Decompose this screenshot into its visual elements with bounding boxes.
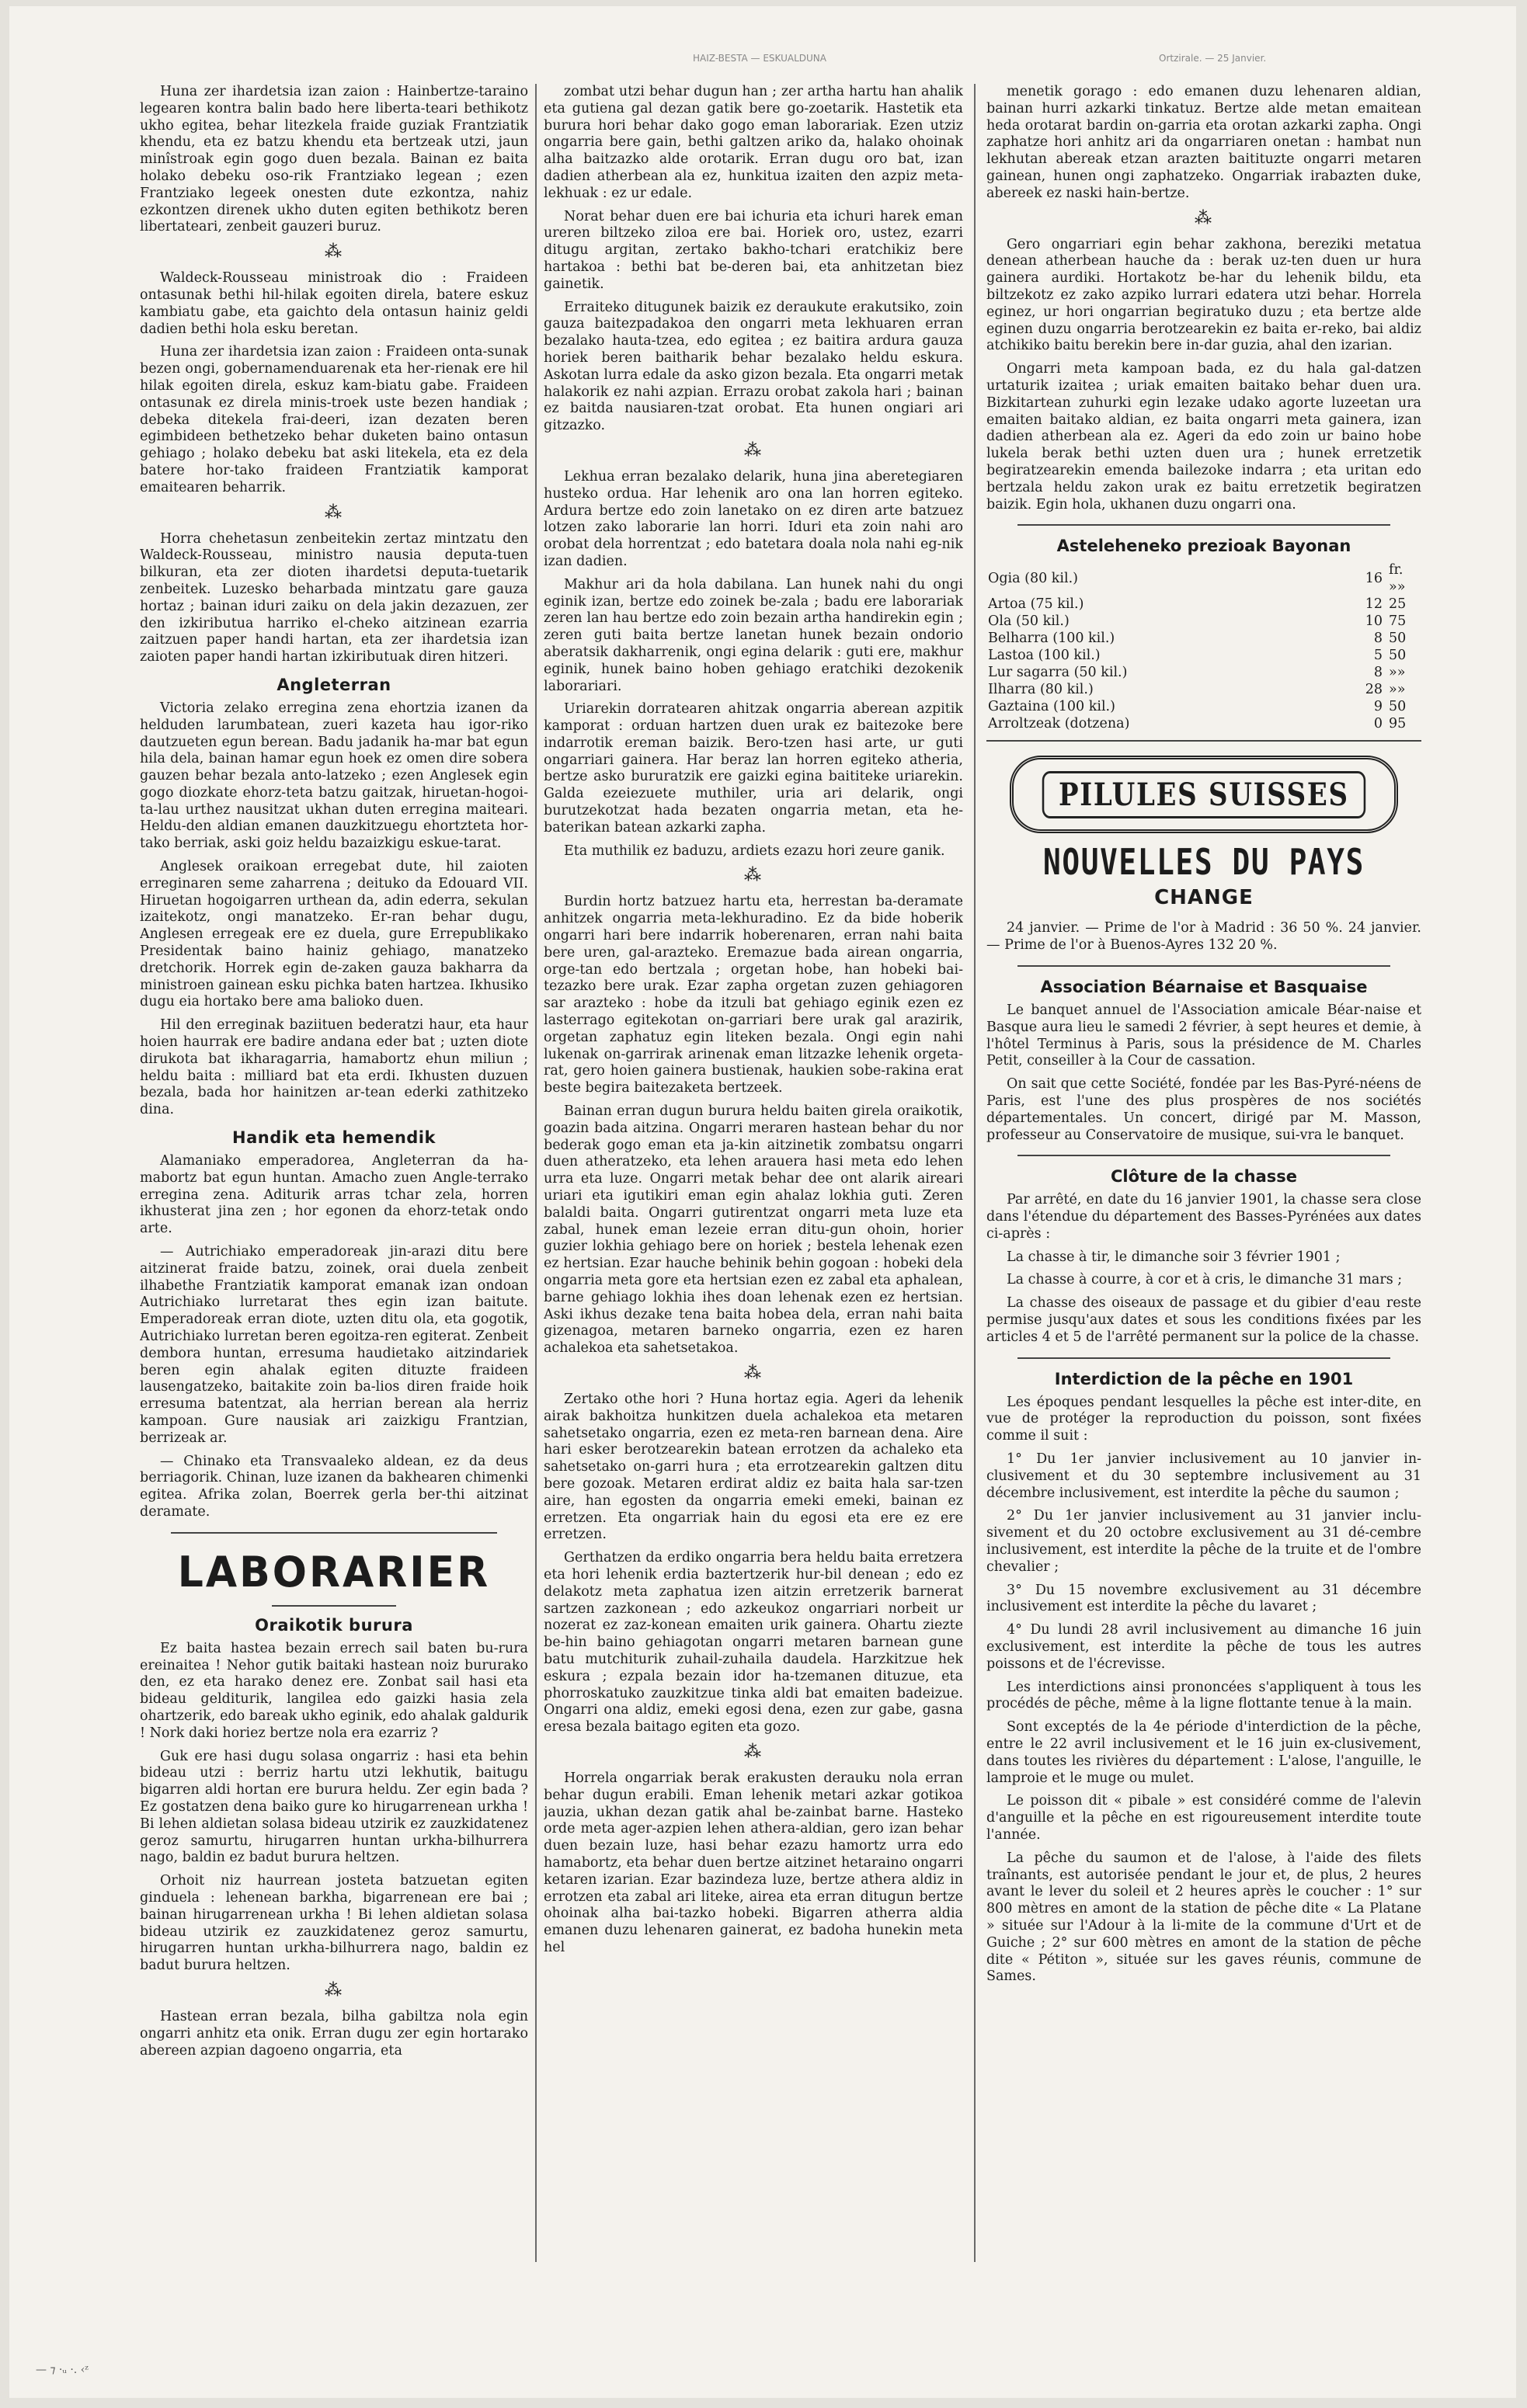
- price-row: [986, 715, 1421, 732]
- section-heading-association: Association Béarnaise et Basquaise: [1040, 977, 1368, 996]
- price-unit: 95: [1389, 716, 1407, 732]
- section-heading-chasse: Clôture de la chasse: [1110, 1167, 1297, 1187]
- section-heading-handik: Handik eta hemendik: [232, 1128, 436, 1148]
- price-row: [986, 647, 1421, 664]
- paragraph: Victoria zelako erregina zena ehortzia izanen da helduden larumbatean, zueri kazeta hau igor-riko dautzueten egun berean. Badu jadanik ha-mar bat egun hila dela, bainan hamar egun hoek ez omen dire sobera gauzen behar bezala anto-latzeko ; ezen Anglesek egin gogo diozkate ehorz-teta batzu gaitzak, hiruetan-hogoi-ta-lau urthez nausitzat ukhan duten erregina maiteari. Heldu-den aldian emanen dauzkitzuegu ehortzteta hor-tako berriak, aski goiz heldu bazaizkigu eskue-tarat.: [140, 700, 528, 852]
- paragraph: Makhur ari da hola dabilana. Lan hunek nahi du ongi eginik izan, bertze edo zoinek be-zala ; badu ere laborariak zeren lan hau bertze edo zoin bezain artha handirekin egin ; zeren guti baita bertze lanetan hunek bezain ondorio aberatsik dakharrenik, ongi egina delarik : guti ere, makhur eginik, hunek baino hoben gehiago eratchiki dezokenik laborariari.: [544, 576, 963, 694]
- separator-asterism: ⁂: [325, 242, 343, 262]
- separator-asterism: ⁂: [325, 502, 343, 523]
- price-row: [986, 630, 1421, 647]
- price-unit: 50: [1389, 648, 1407, 664]
- paragraph: 3° Du 15 novembre exclusivement au 31 décembre inclusivement est interdite la pêche du lavaret ;: [986, 1582, 1421, 1615]
- change-heading: CHANGE: [1154, 886, 1254, 910]
- price-unit: 50: [1389, 631, 1407, 647]
- price-name: Artoa (75 kil.): [988, 596, 1084, 613]
- section-heading-peche: Interdiction de la pêche en 1901: [1054, 1369, 1354, 1388]
- price-unit: 50: [1389, 699, 1407, 715]
- price-name: Ola (50 kil.): [988, 613, 1070, 630]
- paragraph: Ongarri meta kampoan bada, ez du hala gal-datzen urtaturik izaitea ; uriak emaiten baitako behar duen ura. Bizkitartean zuhurki egin lezake udako agorte luzeetan ura emaiten baitako aldian, ez baita ongarri meta gainera, izan dadien atherbean ala ez. Ageri da edo zoin ur baino hobe lukela berak bethi uzten duen ura ; hunek erretzetik begiratzearekin emenda bailezoke indarra ; eta uritan edo bertzala heldu zakon urak ez baitu erretzetik begiratzen baizik. Egin hola, ukhanen duzu ongarri ona.: [986, 361, 1421, 513]
- paragraph: La chasse des oiseaux de passage et du gibier d'eau reste permise jusqu'aux dates et sous les conditions fixées par les articles 4 et 5 de l'arrêté permanent sur la police de la chasse.: [986, 1295, 1421, 1345]
- column-2: [544, 84, 963, 2351]
- paragraph: Waldeck-Rousseau ministroak dio : Fraideen ontasunak bethi hil-hilak egoiten direla, batere eskuz kambiatu gabe, eta gaichto dela ontasun hainiz geldi dadien bethi hola esku beretan.: [140, 270, 528, 337]
- paragraph: Ez baita hastea bezain errech sail baten bu-rura ereinaitea ! Nehor gutik baitaki hastean noiz bururako den, ez eta harako denez ere. Zonbat sail hasi eta bideau gelditurik, langilea edo gaizki hasia zela ohartzerik, edo bareak ukho eginik, edo ahalak galdurik ! Nork daki horiez bertze nola era ezarriz ?: [140, 1640, 528, 1741]
- paragraph: Alamaniako emperadorea, Angleterran da ha-mabortz bat egun huntan. Amacho zuen Angle-terrako erregina zena. Aditurik arras tchar zela, horren ikhusterat jina zen ; hor egonen da ehorz-tetak ondo arte.: [140, 1153, 528, 1237]
- paragraph: Gero ongarriari egin behar zakhona, bereziki metatua denean atherbean hauche da : berak uz-ten duen ur hura gainera aurdiki. Hortakotz be-har du lehenik bildu, eta biltzekotz ez zako azpiko lurrari edatera utzi behar. Horrela eginez, ur hori ongarrian begiratuko duzu ; eta bertze alde eginen duzu ongarria berotzearekin ez baita er-reko, bai aldiz atchikiko baitu berekin bere in-dar guzia, ahal den izarian.: [986, 236, 1421, 354]
- paragraph: Zertako othe hori ? Huna hortaz egia. Ageri da lehenik airak bakhoitza hunkitzen duela achalekoa eta metaren sahetsetako ongarria, ezen ez meta-ren barnean dena. Aire hari esker berotzearekin batean errotzen da achaleko eta sahetsetako on-garri hura ; eta errotzearekin galtzen ditu bere gozoak. Metaren erdirat aldiz ez baita hala sar-tzen aire, han egosten da ongarria emeki emeki, bainan ez erretzen. Eta ongarriak hain du egosi eta ere ez ere erretzen.: [544, 1391, 963, 1543]
- paragraph: La chasse à courre, à cor et à cris, le dimanche 31 mars ;: [1007, 1272, 1403, 1288]
- paragraph: Gerthatzen da erdiko ongarria bera heldu baita erretzera eta hori lehenik erdia baztertzerik hur-bil denean ; edo ez delakotz meta zaphatua izen aitzin erretzerik barnerat sartzen zazkonean ; edo azkeukoz ongarriari norbeit ur nozerat ez zaz-konean emaiten urik gainera. Ohartu ziezte be-hin baino gehiagotan ongarri metaren barnean gune batu mutchiturik zuhail-zuhaila daudela. Harzkitzue hek eskura ; ezpala bezain idor ha-tzemanen dituzue, eta phorroskatuko zauzkitzue tinka aldi bat emaiten badeizue. Ongarri ona aldiz, emeki egosi dena, ezen zur gabe, gasna eresa bezala baitago egiten eta gozo.: [544, 1550, 963, 1736]
- faded-header-c2: HAIZ-BESTA — ESKUALDUNA: [693, 53, 826, 64]
- paragraph: Erraiteko ditugunek baizik ez deraukute erakutsiko, zoin gauza baitezpadakoa den ongarri meta lekhuaren erran bezalako hauta-tzea, edo egitea ; ez baitira ardura gauza horiek beren baitharik behar bezalako heldu eskura. Askotan lurra edale da asko gizon bezala. Eta ongarri metak halakorik ez nahi azpian. Errazu orobat zakola hari ; bainan ez baitda nausiaren-tzat orobat. Eta hunen ongiari ari gitzazko.: [544, 299, 963, 434]
- separator-asterism: ⁂: [744, 440, 763, 460]
- paragraph: Huna zer ihardetsia izan zaion : Fraideen onta-sunak bezen ongi, gobernamenduarenak eta her-rienak ere hil hilak egoiten direla, eskuz kam-biatu gabe. Fraideen ontasunak ez direla minis-troek uste bezen handiak ; debeka ditekela frai-deeri, izan dezaten beren egimbideen bethetzeko behar duketen baino ontasun gehiago ; holako debeku bat aski litekela, eta ez dela batere hor-tako fraideen Frantziatik kamporat emaitearen beharrik.: [140, 344, 528, 495]
- price-row: [986, 698, 1421, 715]
- paragraph: Horrela ongarriak berak erakusten derauku nola erran behar dugun erabili. Eman lehenik metari azkar gotikoa jauzia, ukhan dezan gatik ahal be-zainbat barne. Hasteko orde meta ager-azpien lehen athera-aldian, gero izan behar duen bezain luze, hasi behar ezazu hamortz urra edo hamabortz, eta behar duen bertze aitzinet hetaraino ongarri ketaren izarian. Ezar bazindeza luze, bertze athera aldiz in errotzen eta zabal ari liteke, airea eta erran ditugun bertze ohoinak alha bai-tazko hobeki. Bigarren atherra aldia emanen duzu lehenaren gainerat, ez badoha hunekin meta hel: [544, 1770, 963, 1955]
- paragraph: 2° Du 1er janvier inclusivement au 31 janvier inclu-sivement et du 20 octobre exclusivement au 31 dé-cembre inclusivement, est interdite la pêche de la truite et de l'ombre chevalier ;: [986, 1508, 1421, 1575]
- price-value: 8: [1373, 665, 1383, 681]
- column-rule-2: [974, 84, 976, 2262]
- laborarier-title: LABORARIER: [177, 1548, 491, 1597]
- price-row: [986, 681, 1421, 698]
- page-corner-mark: — ⁊ ·ᵤ ·. ‹ᶻ: [36, 2364, 89, 2376]
- paragraph: — Autrichiako emperadoreak jin-arazi ditu bere aitzinerat fraide batzu, zoinek, orai duela zenbeit ilhabethe Frantziatik kamporat emanak izan ondoan Autrichiako lurretarat thes egin izan baitute. Emperadoreak erran diote, uzten ditu ola, eta gogotik, Autrichiako lurretan beren egoitza-ren egiterat. Zenbeit dembora huntan, erresuma haudietako aitzindariek beren egin ahalak egiten dituzte fraideen lausengatzeko, baitakite zoin ba-lios diren fraide hoik erresuma batentzat, ala herrian berean ala herriz kampoan. Gure nausiak ari zaizkigu Frantzian, berrizeak ar.: [140, 1244, 528, 1446]
- price-name: Arroltzeak (dotzena): [988, 716, 1130, 732]
- section-divider: [986, 740, 1421, 742]
- section-heading-oraikotik: Oraikotik burura: [255, 1615, 413, 1635]
- price-value: 9: [1373, 699, 1383, 715]
- title-underline: [272, 1605, 396, 1607]
- advertisement-text: PILULES SUISSES: [1042, 771, 1365, 818]
- price-unit: »»: [1389, 682, 1406, 698]
- separator-asterism: ⁂: [744, 1742, 763, 1762]
- prices-title: Asteleheneko prezioak Bayonan: [1056, 537, 1351, 556]
- price-value: 0: [1373, 716, 1383, 732]
- paragraph: Norat behar duen ere bai ichuria eta ichuri harek eman ureren biltzeko ziloa ere bai. Horiek oro, ustez, ezarri ditugu argitan, zertako bakho-tchari eratchikiz bere hartakoa : bethi bat be-deren bai, eta anhitzetan biez gainetik.: [544, 208, 963, 292]
- paragraph: Huna zer ihardetsia izan zaion : Hainbertze-taraino legearen kontra balin bado here liberta-teari bethikotz ukho egitea, behar litezkela fraide guziak Frantziatik khendu, eta ez batzu khendu eta bertzeak utzi, jaun minîstroak egin gogo duen bezala. Bainan ez baita holako debeku oso-rik Frantziako legean ; ezen Frantziako legeek onesten dute ezkontza, nahiz ezkontzen direnek ukho duten egiten bethikotz beren libertateari, zenbeit gauzeri buruz.: [140, 84, 528, 235]
- separator-asterism: ⁂: [325, 1980, 343, 2000]
- paragraph: La pêche du saumon et de l'alose, à l'aide des filets traînants, est autorisée pendant le jour et, de plus, 2 heures avant le lever du soleil et 2 heures après le coucher : 1° sur 800 mètres en amont de la station de pêche dite « La Platane » située sur l'Adour à la li-mite de la commune d'Urt et de Guiche ; 2° sur 600 mètres en amont de la station de pêche dite « Pétiton », située sur les gaves réunis, commune de Sames.: [986, 1850, 1421, 1985]
- section-divider: [1017, 524, 1390, 526]
- paragraph: Hil den erreginak baziituen bederatzi haur, eta haur hoien haurrak ere badire andana eder bat ; uzten diote dirukota bat ikharagarria, hamabortz ehun miliun ; heldu baita : milliard bat eta erdi. Ikhusten duzuen bezala, bada hor hainitzen ar-tean ederki zathitzeko dina.: [140, 1017, 528, 1118]
- separator-asterism: ⁂: [1195, 208, 1213, 228]
- paragraph: Burdin hortz batzuez hartu eta, herrestan ba-deramate anhitzek ongarria meta-lekhuradino. Ez da bide hoberik ongarri hari bere indarrik hoberenaren, erran nahi baita bere uren, gal-arazteko. Eremazue bada airean ongarria, orge-tan edo bertzala ; orgetan hobe, han hobeki bai-tezazko bere urak. Ezar zapha orgetan zuzen gehiagoren sar arazteko : hobe da itzuli bat gehiago eginik ezen ez lasterrago egitekotan on-garriari bere urak gal arazirik, orgetan zaphatuz egin liteken bezala. Ongi egin nahi lukenak on-garrirak arinenak eman litzazke lehenik orgeta-rat, gero hoien gainera bustienak, haukien sobe-rakina erat beste begira baitezaketa bertzeek.: [544, 894, 963, 1096]
- paragraph: Sont exceptés de la 4e période d'interdiction de la pêche, entre le 22 avril inclusivement et le 16 juin ex-clusivement, dans toutes les rivières du département : L'alose, l'anguille, le lamproie et le muge ou mulet.: [986, 1719, 1421, 1786]
- price-unit: fr. »»: [1389, 562, 1406, 596]
- price-unit: 25: [1389, 596, 1407, 613]
- paragraph: Les interdictions ainsi prononcées s'appliquent à tous les procédés de pêche, même à la ligne flottante tenue à la main.: [986, 1679, 1421, 1712]
- newspaper-page: [9, 6, 1516, 2398]
- paragraph: 1° Du 1er janvier inclusivement au 10 janvier in-clusivement et du 30 septembre inclusivement au 31 décembre inclusivement, est interdite la pêche du saumon ;: [986, 1451, 1421, 1501]
- paragraph: Les époques pendant lesquelles la pêche est inter-dite, en vue de protéger la reproduction du poisson, sont fixées comme il suit :: [986, 1394, 1421, 1444]
- paragraph: — Chinako eta Transvaaleko aldean, ez da deus berriagorik. Chinan, luze izanen da bakhearen chimenki egitea. Afrika zolan, Boerrek gerla ber-thi aitzinat deramate.: [140, 1453, 528, 1520]
- column-3: [986, 84, 1421, 2351]
- paragraph: On sait que cette Société, fondée par les Bas-Pyré-néens de Paris, est l'une des plus prospères de nos sociétés départementales. Un concert, dirigé par M. Masson, professeur au Conservatoire de musique, sui-vra le banquet.: [986, 1076, 1421, 1143]
- paragraph: Uriarekin dorratearen ahitzak ongarria aberean azpitik kamporat : orduan hartzen duen urak ez baitezoke bere indarrotik ereman baizik. Bero-tzen hasi arte, ur guti ongarriari gainera. Har beraz lan horren egiteko atheria, bertze asko bururatzik ere gaizki egina baititeke uriarekin. Galda ezeiezuete muthiler, uria ari delarik, ongi burutzekotzat hada bezaten ongarria metan, eta he-baterikan batean azkarki zapha.: [544, 701, 963, 836]
- price-value: 10: [1365, 613, 1383, 630]
- paragraph: Orhoit niz haurrean josteta batzuetan egiten ginduela : lehenean barkha, bigarrenean ere bai ; bainan hirugarrenean urkha ! Bi lehen aldietan solasa bideau utzirik ez zauzkidatenez geroz samurtu, hirugarren huntan urkha-bilhurrera nago, baldin ez badut burura heltzen.: [140, 1873, 528, 1974]
- section-heading-angleterran: Angleterran: [277, 675, 391, 694]
- paragraph: La chasse à tir, le dimanche soir 3 février 1901 ;: [1007, 1249, 1341, 1265]
- price-row: [986, 561, 1421, 596]
- separator-asterism: ⁂: [744, 866, 763, 886]
- section-divider: [1017, 965, 1390, 967]
- section-divider: [1017, 1357, 1390, 1359]
- price-name: Lastoa (100 kil.): [988, 648, 1101, 664]
- paragraph: Par arrêté, en date du 16 janvier 1901, la chasse sera close dans l'étendue du département des Basses-Pyrénées aux dates ci-après :: [986, 1192, 1421, 1242]
- paragraph: 4° Du lundi 28 avril inclusivement au dimanche 16 juin exclusivement, est interdite la pêche de tous les autres poissons et de l'écrevisse.: [986, 1622, 1421, 1672]
- price-name: Ilharra (80 kil.): [988, 682, 1094, 698]
- paragraph: Bainan erran dugun burura heldu baiten girela oraikotik, goazin bada aitzina. Ongarri meraren hastean behar du nor bederak gogo eman eta ja-kin aitzinetik zombatsu ongarri duen atheratzeko, eta lehen arauera hasi meta edo lehen urra eta luze. Ongarri metak behar dee ont alarik aireari uriari eta igutikiri eman egin ahalaz lokhia guti. Zeren balaldi baita. Ongarri gutirentzat ongarri meta luze eta zabal, hunek eman lezeie erran ditu-gun ohoin, horier guzier lokhia gehiago bere on horiek ; bestela lehenak ezen ez hertsian. Ezar hauche behinik behin gogoan : hobeki dela ongarria meta gore eta hertsian ezen ez zabal eta aphalean, barne gehiago lokhia ihes doan lehenak ezen ez hertsian. Aski ikhus dezake tena baita hobea dela, erran nahi baita gizenagoa, metaren barneko ongarria, ezen ez haren achalekoa eta sahetsetakoa.: [544, 1103, 963, 1357]
- paragraph: Horra chehetasun zenbeitekin zertaz mintzatu den Waldeck-Rousseau, ministro nausia deputa-tuen bilkuran, eta zer dioten ihardetsi deputa-tuetarik zenbeitek. Luzesko beharbada mintzatu gare gauza hortaz ; bainan iduri zaiku on dela jakin dezazuen, zer den izkiributua harriko el-cheko aitzinean ezarria zaitzuen paper handi hartan, eta zer ihardetsia izan zaioten paper handi hartan izkiributuak diren hitzeri.: [140, 530, 528, 665]
- price-value: 5: [1373, 648, 1383, 664]
- paragraph: menetik gorago : edo emanen duzu lehenaren aldian, bainan hurri azkarki tinkatuz. Bertze alde metan emaitean heda orotarat bardin on-garria eta orotan azkarki zapha. Ongi zaphatze hori anhitz ari da ongarriaren onetan : hambat nun lekhutan abereak etzan arazten baitituzte ongarri metaren gainean, hunen ongi zaphatzeko. Ongarriak irabazten duke, abereek ez naski hain-bertze.: [986, 84, 1421, 201]
- paragraph: zombat utzi behar dugun han ; zer artha hartu han ahalik eta gutiena gal dezan gatik bere go-zoetarik. Hastetik eta burura hori behar dako gogo eman laborariak. Ezen utziz ongarria bere gain, bethi galtzen ariko da, halako ohoinak alha baitzazko alde orotarik. Erran dugu oro bat, izan dadien atherbean ala ez, hunkitua izaiten den azpiz meta-lekhuak : ez ur edale.: [544, 84, 963, 201]
- price-value: 28: [1365, 682, 1383, 698]
- column-rule-1: [535, 84, 537, 2262]
- section-divider: [171, 1532, 497, 1534]
- advertisement-box: [1010, 756, 1398, 833]
- paragraph: Guk ere hasi dugu solasa ongarriz : hasi eta behin bideau utzi : berriz hartu utzi lekhutik, baitugu bigarren aldi hortan ere burura heldu. Zer egin bada ? Ez gostatzen dena baiko gure ko hirugarrenean urkha ! Bi lehen aldietan solasa bideau utzirik ez zauzkidatenez geroz samurtu, hirugarren huntan urkha-bilhurrera nago, baldin ez badut burura heltzen.: [140, 1748, 528, 1866]
- price-unit: »»: [1389, 665, 1406, 681]
- price-name: Lur sagarra (50 kil.): [988, 665, 1128, 681]
- paragraph: Le poisson dit « pibale » est considéré comme de l'alevin d'anguille et la pêche en est rigoureusement interdite toute l'année.: [986, 1793, 1421, 1843]
- price-value: 12: [1365, 596, 1383, 613]
- paragraph: Hastean erran bezala, bilha gabiltza nola egin ongarri anhitz eta onik. Erran dugu zer egin hortarako abereen azpian dagoeno ongarria, eta: [140, 2008, 528, 2059]
- faded-header-c3: Ortzirale. — 25 Janvier.: [1159, 53, 1267, 64]
- price-name: Belharra (100 kil.): [988, 631, 1115, 647]
- paragraph: Eta muthilik ez baduzu, ardiets ezazu hori zeure ganik.: [564, 843, 945, 859]
- section-divider: [1017, 1155, 1390, 1156]
- price-row: [986, 664, 1421, 681]
- price-value: 8: [1373, 631, 1383, 647]
- price-name: Gaztaina (100 kil.): [988, 699, 1115, 715]
- paragraph: Le banquet annuel de l'Association amicale Béar-naise et Basque aura lieu le samedi 2 février, à sept heures et demie, à l'hôtel Terminus à Paris, sous la présidence de M. Charles Petit, conseiller à la Cour de cassation.: [986, 1002, 1421, 1069]
- separator-asterism: ⁂: [744, 1363, 763, 1383]
- paragraph: Anglesek oraikoan erregebat dute, hil zaioten erreginaren seme zaharrena ; deituko da Edouard VII. Hiruetan hogoigarren urthean da, adin ederra, sekulan izaitekotz, ongi manatzeko. Er-ran behar dugu, Anglesen erregeak ere ez duela, gure Errepublikako Presidentak baino hainiz gehiago, manatzeko dretchorik. Horrek egin de-zaken gauza bakharra da ministroen gainean esku pichka baten hartzea. Ikhusiko dugu eia hortako bere ama balioko duen.: [140, 859, 528, 1010]
- price-name: Ogia (80 kil.): [988, 571, 1078, 587]
- nouvelles-title: NOUVELLES DU PAYS: [1043, 841, 1365, 884]
- paragraph: 24 janvier. — Prime de l'or à Madrid : 36 50 %. 24 janvier. — Prime de l'or à Buenos-Ayres 132 20 %.: [986, 920, 1421, 954]
- price-unit: 75: [1389, 613, 1407, 630]
- column-1: [140, 84, 528, 2351]
- price-value: 16: [1365, 571, 1383, 587]
- paragraph: Lekhua erran bezalako delarik, huna jina aberetegiaren husteko ordua. Har lehenik aro ona lan horren egiteko. Ardura bertze edo zoin lanetako on ez diren arte batzuez lotzen zako laborarie lan horri. Iduri eta zoin nahi aro orobat dela horrentzat ; edo batetara doala nola nahi eg-nik izan dadien.: [544, 468, 963, 569]
- price-row: [986, 613, 1421, 630]
- prices-table: [986, 561, 1421, 732]
- price-row: [986, 596, 1421, 613]
